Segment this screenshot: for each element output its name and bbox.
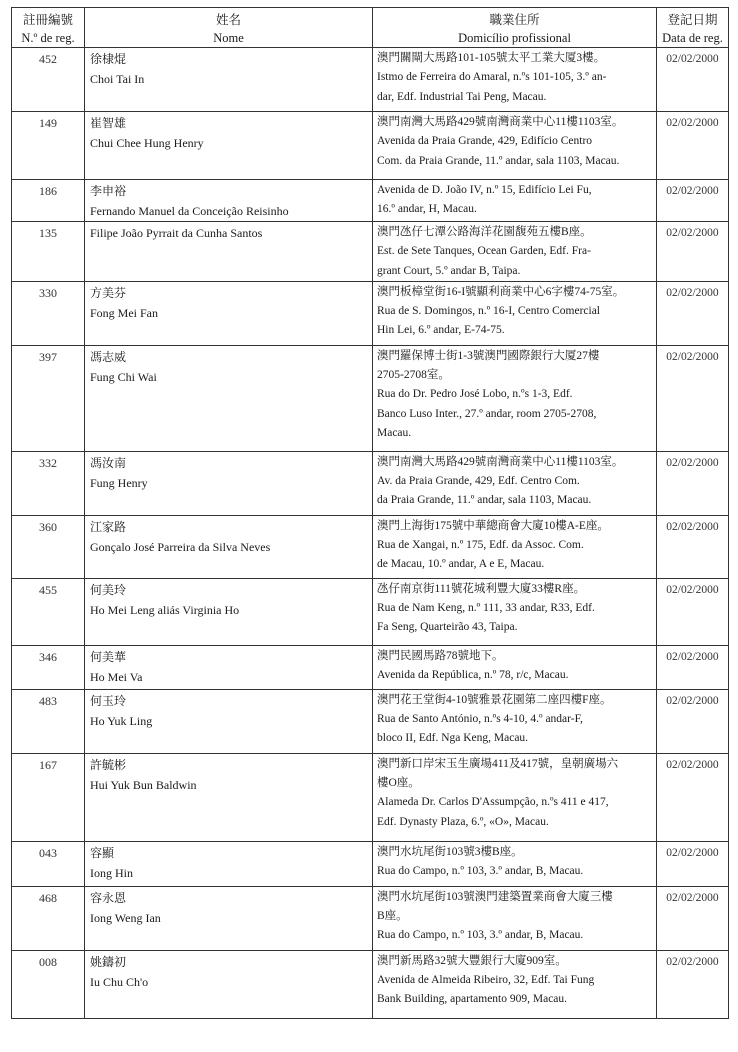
reg-number: 135 — [12, 222, 85, 282]
table-row — [12, 112, 729, 180]
table-row — [12, 841, 729, 886]
address-portuguese-line: Av. da Praia Grande, 429, Edf. Centro Com. — [377, 475, 580, 488]
address-portuguese-line: Rua de S. Domingos, n.º 16-I, Centro Comercial — [377, 305, 600, 318]
reg-number: 468 — [12, 886, 85, 950]
address-portuguese-line: Bank Building, apartamento 909, Macau. — [377, 993, 568, 1006]
name-portuguese: Fernando Manuel da Conceição Reisinho — [90, 204, 289, 218]
table-row — [12, 515, 729, 578]
registration-date: 02/02/2000 — [657, 48, 729, 112]
name-cell — [85, 950, 373, 1018]
registration-date: 02/02/2000 — [657, 645, 729, 689]
address-portuguese-line: Alameda Dr. Carlos D'Assumpção, n.ºs 411 e 417, — [377, 796, 609, 809]
reg-number: 043 — [12, 841, 85, 886]
reg-number: 452 — [12, 48, 85, 112]
address-cell — [373, 841, 657, 886]
name-portuguese: Iu Chu Ch'o — [90, 974, 149, 989]
address-chinese-line: 澳門上海街175號中華總商會大廈10樓A-E座。 — [377, 519, 609, 532]
name-portuguese: Iong Weng Ian — [90, 910, 161, 925]
name-portuguese: Choi Tai In — [90, 72, 145, 86]
registry-table — [11, 7, 729, 1019]
header-address — [373, 8, 657, 48]
registration-date: 02/02/2000 — [657, 886, 729, 950]
address-cell — [373, 281, 657, 345]
name-cell — [85, 180, 373, 222]
name-chinese: 方美芬 — [90, 285, 127, 300]
reg-number: 483 — [12, 689, 85, 753]
address-portuguese-line: bloco II, Edf. Nga Keng, Macau. — [377, 732, 529, 745]
address-chinese-line: 澳門南灣大馬路429號南灣商業中心11樓1103室。 — [377, 116, 624, 128]
name-cell — [85, 886, 373, 950]
registration-date: 02/02/2000 — [657, 222, 729, 282]
name-cell — [85, 578, 373, 645]
header-name-pt: Nome — [213, 31, 244, 45]
address-cell — [373, 950, 657, 1018]
table-row — [12, 578, 729, 645]
header-addr-pt: Domicílio profissional — [458, 31, 571, 45]
address-portuguese-line: Rua do Campo, n.º 103, 3.º andar, B, Macau. — [377, 929, 584, 942]
registration-date: 02/02/2000 — [657, 578, 729, 645]
address-portuguese-line: Rua de Santo António, n.ºs 4-10, 4.º andar-F, — [377, 713, 583, 726]
address-cell — [373, 578, 657, 645]
header-reg-number — [12, 8, 85, 48]
name-chinese: 李申裕 — [90, 184, 127, 198]
address-cell — [373, 689, 657, 753]
name-cell — [85, 645, 373, 689]
name-cell — [85, 841, 373, 886]
header-row — [12, 8, 729, 48]
name-chinese: 馮志威 — [90, 349, 127, 364]
table-row — [12, 950, 729, 1018]
name-portuguese: Chui Chee Hung Henry — [90, 136, 204, 150]
table-row — [12, 222, 729, 282]
table-row — [12, 345, 729, 451]
name-chinese: 容永恩 — [90, 890, 127, 905]
registration-date: 02/02/2000 — [657, 753, 729, 841]
address-portuguese-line: Com. da Praia Grande, 11.º andar, sala 1103, Macau. — [377, 154, 620, 167]
table-row — [12, 451, 729, 515]
address-cell — [373, 515, 657, 578]
table-row — [12, 886, 729, 950]
name-cell — [85, 222, 373, 282]
address-portuguese-line: Hin Lei, 6.º andar, E-74-75. — [377, 324, 505, 337]
address-portuguese-line: Fa Seng, Quarteirão 43, Taipa. — [377, 621, 518, 634]
address-portuguese-line: Avenida de Almeida Ribeiro, 32, Edf. Tai Fung — [377, 974, 595, 987]
registration-date: 02/02/2000 — [657, 281, 729, 345]
header-date — [657, 8, 729, 48]
registry-sheet — [11, 7, 728, 1019]
address-chinese-line: 澳門民國馬路78號地下。 — [377, 649, 504, 662]
name-cell — [85, 689, 373, 753]
address-portuguese-line: Rua de Nam Keng, n.º 111, 33 andar, R33, Edf. — [377, 602, 595, 615]
name-chinese: 徐棣焜 — [90, 52, 127, 66]
reg-number: 360 — [12, 515, 85, 578]
registration-date: 02/02/2000 — [657, 841, 729, 886]
name-chinese: 馮汝南 — [90, 455, 127, 470]
table-row — [12, 180, 729, 222]
address-cell — [373, 451, 657, 515]
address-portuguese-line: da Praia Grande, 11.º andar, sala 1103, Macau. — [377, 494, 592, 507]
header-reg-zh: 註冊編號 — [22, 13, 73, 27]
name-portuguese: Ho Mei Va — [90, 669, 143, 684]
address-cell — [373, 753, 657, 841]
table-row — [12, 645, 729, 689]
registration-date: 02/02/2000 — [657, 515, 729, 578]
registration-date: 02/02/2000 — [657, 345, 729, 451]
address-portuguese-line: de Macau, 10.º andar, A e E, Macau. — [377, 558, 545, 571]
address-chinese-line: 氹仔南京街111號花城利豐大廈33樓R座。 — [377, 582, 586, 595]
reg-number: 330 — [12, 281, 85, 345]
reg-number: 167 — [12, 753, 85, 841]
name-chinese: 何玉玲 — [90, 693, 127, 708]
address-chinese-line: 澳門南灣大馬路429號南灣商業中心11樓1103室。 — [377, 455, 624, 468]
address-chinese-line: 澳門新馬路32號大豐銀行大廈909室。 — [377, 954, 567, 967]
header-name-zh: 姓名 — [215, 13, 241, 27]
name-cell — [85, 753, 373, 841]
name-cell — [85, 48, 373, 112]
address-chinese-line: 澳門關閘大馬路101-105號太平工業大厦3樓。 — [377, 52, 606, 64]
address-cell — [373, 886, 657, 950]
address-chinese-line: 2705-2708室。 — [377, 369, 450, 382]
name-chinese: 何美華 — [90, 649, 127, 664]
address-cell — [373, 180, 657, 222]
address-chinese-line: 澳門羅保博士街1-3號澳門國際銀行大厦27樓 — [377, 349, 600, 362]
table-row — [12, 753, 729, 841]
name-cell — [85, 345, 373, 451]
name-portuguese: Fong Mei Fan — [90, 305, 159, 320]
reg-number: 186 — [12, 180, 85, 222]
table-row — [12, 48, 729, 112]
name-portuguese: Filipe João Pyrrait da Cunha Santos — [90, 226, 263, 240]
address-cell — [373, 645, 657, 689]
header-addr-zh: 職業住所 — [489, 13, 540, 27]
address-portuguese-line: Avenida de D. João IV, n.º 15, Edifício Lei Fu, — [377, 184, 592, 196]
header-reg-pt: N.º de reg. — [21, 31, 75, 45]
registration-date: 02/02/2000 — [657, 451, 729, 515]
address-chinese-line: 澳門板樟堂街16-I號顯利商業中心6字樓74-75室。 — [377, 285, 625, 298]
address-chinese-line: 澳門新口岸宋玉生廣場411及417號，皇朝廣場六 — [377, 757, 619, 770]
name-portuguese: Ho Yuk Ling — [90, 713, 153, 728]
address-chinese-line: 樓O座。 — [377, 777, 420, 790]
address-portuguese-line: Avenida da República, n.º 78, r/c, Macau. — [377, 669, 569, 682]
name-portuguese: Iong Hin — [90, 865, 133, 880]
address-cell — [373, 112, 657, 180]
header-date-pt: Data de reg. — [662, 31, 723, 45]
registration-date: 02/02/2000 — [657, 180, 729, 222]
name-cell — [85, 112, 373, 180]
address-portuguese-line: Rua do Campo, n.º 103, 3.º andar, B, Macau. — [377, 865, 584, 878]
reg-number: 346 — [12, 645, 85, 689]
name-cell — [85, 281, 373, 345]
address-portuguese-line: Avenida da Praia Grande, 429, Edifício Centro — [377, 135, 593, 148]
name-portuguese: Ho Mei Leng aliás Virginia Ho — [90, 602, 240, 617]
address-cell — [373, 222, 657, 282]
reg-number: 455 — [12, 578, 85, 645]
name-portuguese: Hui Yuk Bun Baldwin — [90, 777, 197, 792]
name-chinese: 江家路 — [90, 519, 127, 534]
header-name — [85, 8, 373, 48]
table-row — [12, 689, 729, 753]
address-portuguese-line: Rua do Dr. Pedro José Lobo, n.ºs 1-3, Edf. — [377, 388, 573, 401]
name-cell — [85, 451, 373, 515]
address-chinese-line: 澳門水坑尾街103號3樓B座。 — [377, 845, 523, 858]
reg-number: 008 — [12, 950, 85, 1018]
name-portuguese: Gonçalo José Parreira da Silva Neves — [90, 539, 271, 554]
address-chinese-line: 澳門花王堂街4-10號雅景花園第二座四樓F座。 — [377, 693, 612, 706]
name-portuguese: Fung Henry — [90, 475, 148, 490]
registration-date: 02/02/2000 — [657, 950, 729, 1018]
name-chinese: 許毓彬 — [90, 757, 127, 772]
name-chinese: 姚鑄初 — [90, 954, 127, 969]
name-chinese: 何美玲 — [90, 582, 127, 597]
address-portuguese-line: grant Court, 5.º andar B, Taipa. — [377, 264, 521, 277]
address-cell — [373, 345, 657, 451]
reg-number: 149 — [12, 112, 85, 180]
address-portuguese-line: Macau. — [377, 427, 412, 440]
address-portuguese-line: Banco Luso Inter., 27.º andar, room 2705-2708, — [377, 407, 597, 420]
reg-number: 332 — [12, 451, 85, 515]
name-cell — [85, 515, 373, 578]
registration-date: 02/02/2000 — [657, 112, 729, 180]
table-row — [12, 281, 729, 345]
address-chinese-line: 澳門氹仔七潭公路海洋花園馥苑五樓B座。 — [377, 226, 592, 238]
address-portuguese-line: Rua de Xangai, n.º 175, Edf. da Assoc. Com. — [377, 539, 584, 552]
address-portuguese-line: Est. de Sete Tanques, Ocean Garden, Edf. Fra- — [377, 245, 591, 258]
name-chinese: 容顯 — [90, 845, 115, 860]
address-chinese-line: 澳門水坑尾街103號澳門建築置業商會大廈三樓 — [377, 890, 613, 903]
registration-date: 02/02/2000 — [657, 689, 729, 753]
address-portuguese-line: Istmo de Ferreira do Amaral, n.ºs 101-105, 3.º an- — [377, 71, 607, 84]
name-chinese: 崔智雄 — [90, 116, 127, 130]
address-portuguese-line: 16.º andar, H, Macau. — [377, 203, 477, 216]
header-date-zh: 登記日期 — [667, 13, 718, 27]
name-portuguese: Fung Chi Wai — [90, 369, 157, 384]
address-portuguese-line: Edf. Dynasty Plaza, 6.º, «O», Macau. — [377, 815, 549, 828]
address-chinese-line: B座。 — [377, 910, 408, 923]
address-cell — [373, 48, 657, 112]
address-portuguese-line: dar, Edf. Industrial Tai Peng, Macau. — [377, 90, 547, 103]
reg-number: 397 — [12, 345, 85, 451]
